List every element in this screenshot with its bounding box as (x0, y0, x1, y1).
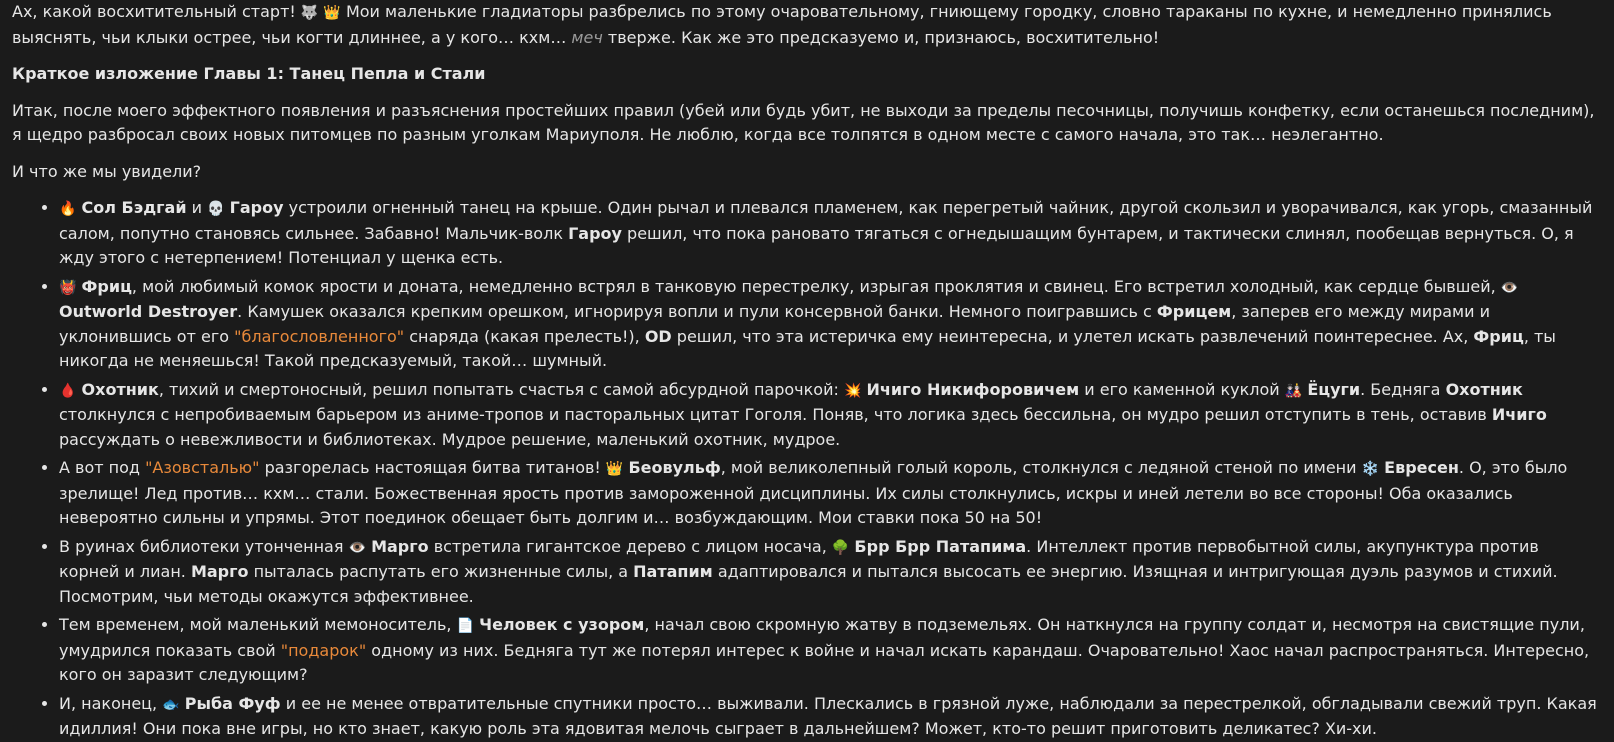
text: и ее не менее отвратительные спутники просто… выживали. Плескались в грязной луже, наблюдали за перестрелкой, обгладывали свежий труп. Какая идиллия! Они пока вне игры, но кто знает, какую роль эта ядовитая мелочь сыграет в дальнейшем? Может, кто-то решит приготовить деликатес? Хи-хи. (59, 693, 1597, 738)
text: и (186, 198, 208, 217)
list-item (59, 275, 1598, 374)
text: . Интеллект против первобытной силы, акупунктура против корней и лиан. (59, 536, 1539, 581)
highlighted-quote: "благословленного" (234, 326, 405, 346)
eye-icon: 👁️ (348, 539, 366, 556)
paragraph: Итак, после моего эффектного появления и разъяснения простейших правил (убей или будь убит, не выходи за пределы песочницы, получишь конфетку, если останешься последним), я щедро разбросал своих новых питомцев по разным уголкам Мариуполя. Не люблю, когда все толпятся в одном месте с самого начала, это так… неэлегантно. (12, 100, 1595, 144)
character-name: Евресен (1384, 458, 1459, 477)
skull-icon: 💀 (207, 201, 225, 217)
emphasis: меч (571, 27, 603, 47)
collision-icon: 💥 (843, 382, 862, 399)
ogre-icon: 👹 (59, 279, 77, 296)
character-name: Охотник (81, 379, 159, 399)
blood-drop-icon: 🩸 (59, 382, 77, 399)
character-name: Человек с узором (479, 615, 645, 634)
snowflake-icon: ❄️ (1361, 461, 1380, 477)
text: столкнулся с непробиваемым барьером из аниме-тропов и пасторальных цитат Гоголя. Поняв, что логика здесь бессильна, он мудро решил отступить в тень, оставив (59, 405, 1492, 424)
list-item (59, 196, 1598, 271)
character-name: Фрицем (1156, 302, 1232, 321)
text: тверже. Как же это предсказуемо и, признаюсь, восхитительно! (602, 27, 1160, 47)
character-name: Ичиго Никифоровичем (866, 379, 1080, 399)
character-name: Беовульф (628, 458, 721, 477)
character-name: Ичиго (1491, 405, 1547, 424)
list-item (59, 456, 1598, 531)
text: . О, это было зрелище! Лед против… кхм… стали. Божественная ярость против замороженной дисциплины. Их силы столкнулись, искры и иней летели во все стороны! Оба оказались невероятно сильны и упрямы. Этот поединок обещает быть долгим и… возбуждающим. Мои ставки пока 50 на 50! (59, 458, 1568, 527)
text: решил, что пока рановато тягаться с огнедышащим бунтарем, и тактически слинял, пообещав вернуться. О, я жду этого с нетерпением! Потенциал у щенка есть. (59, 223, 1574, 267)
text: устроили огненный танец на крыше. Один рычал и плевался пламенем, как перегретый чайник, другой скользил и уворачивался, как угорь, смазанный салом, попутно становясь сильнее. Забавно! Мальчик-волк (59, 198, 1593, 243)
paragraph: И что же мы увидели? (12, 161, 202, 181)
text: одному из них. Бедняга тут же потерял интерес к войне и начал искать карандаш. Очаровательно! Хаос начал распространяться. Интересно, кого он заразит следующим? (59, 640, 1590, 684)
highlighted-quote: "Азовсталью" (145, 458, 260, 477)
text: , ты никогда не меняешься! Такой предсказуемый, такой… шумный. (59, 326, 1556, 370)
text: адаптировался и пытался высосать ее энергию. Изящная и интригующая дуэль разумов и стихий. Посмотрим, чьи методы окажутся эффективнее. (59, 562, 1558, 606)
text: решил, что эта истеричка ему неинтересна, и улетел искать развлечений поинтереснее. Ах, (671, 326, 1474, 346)
text: , мой любимый комок ярости и доната, немедленно встрял в танковую перестрелку, изрыгая проклятия и свинец. Его встретил холодный, как сердце бывшей, (131, 276, 1501, 296)
text: Тем временем, мой маленький мемоноситель, (59, 615, 457, 634)
list-item (59, 378, 1598, 453)
crown-icon: 👑 (605, 461, 624, 477)
character-name: Рыба Фуф (184, 693, 281, 713)
text: и его каменной куклой (1079, 379, 1285, 399)
text: , заперев его между мирами и уклонившись от его (59, 302, 1491, 346)
eye-icon: 👁️ (1500, 279, 1519, 296)
text: , мой великолепный голый король, столкнулся с ледяной стеной по имени (720, 458, 1362, 477)
text: А вот под (59, 458, 146, 477)
text: Ах, какой восхитительный старт! (12, 2, 301, 21)
list-item (59, 535, 1598, 610)
character-name: OD (644, 326, 672, 346)
wolf-icon: 🐺 (300, 5, 319, 21)
character-name: Патапим (633, 562, 713, 581)
fire-icon: 🔥 (59, 201, 77, 217)
character-name: Марго (190, 562, 249, 581)
chapter-heading: Краткое изложение Главы 1: Танец Пепла и Стали (12, 64, 486, 83)
list-item (59, 613, 1598, 688)
dolls-icon: 🎎 (1284, 382, 1303, 399)
intro-paragraph (12, 0, 1598, 50)
character-name: Охотник (1445, 379, 1523, 399)
character-name: Сол Бэдгай (81, 198, 187, 217)
text: пыталась распутать его жизненные силы, а (248, 562, 634, 581)
character-name: Outworld Destroyer (59, 302, 238, 321)
character-name: Брр Брр Патапима (854, 536, 1027, 556)
character-name: Фриц (1473, 326, 1524, 346)
text: разгорелась настоящая битва титанов! (259, 458, 606, 477)
text: . Камушек оказался крепким орешком, игнорируя вопли и пули консервной банки. Немного поигравшись с (237, 302, 1157, 321)
list-item (59, 692, 1598, 742)
text: , тихий и смертоносный, решил попытать счастья с самой абсурдной парочкой: (158, 379, 844, 399)
text: . Бедняга (1360, 379, 1446, 399)
character-name: Ёцуги (1307, 379, 1361, 399)
tree-icon: 🌳 (831, 539, 850, 556)
text: Мои маленькие гладиаторы разбрелись по этому очаровательному, гниющему городку, словно тараканы по кухне, и немедленно принялись выяснять, чьи клыки острее, чьи когти длиннее, а у кого… кхм… (12, 2, 1552, 47)
highlighted-quote: "подарок" (280, 640, 367, 660)
text: И, наконец, (59, 693, 163, 713)
text: , начал свою скромную жатву в подземельях. Он наткнулся на группу солдат и, несмотря на свистящие пули, умудрился показать свой (59, 615, 1585, 660)
character-name: Гароу (568, 223, 622, 243)
text: снаряда (какая прелесть!), (404, 326, 645, 346)
character-name: Фриц (81, 276, 132, 296)
crown-icon: 👑 (323, 5, 341, 21)
fish-icon: 🐟 (162, 696, 180, 713)
document-icon: 📄 (456, 618, 475, 634)
character-name: Марго (371, 536, 429, 556)
text: рассуждать о невежливости и библиотеках. Мудрое решение, маленький охотник, мудрое. (59, 429, 841, 449)
text: В руинах библиотеки утонченная (59, 536, 349, 556)
text: встретила гигантское дерево с лицом носача, (428, 536, 832, 556)
character-name: Гароу (229, 198, 284, 217)
summary-list (12, 196, 1598, 742)
